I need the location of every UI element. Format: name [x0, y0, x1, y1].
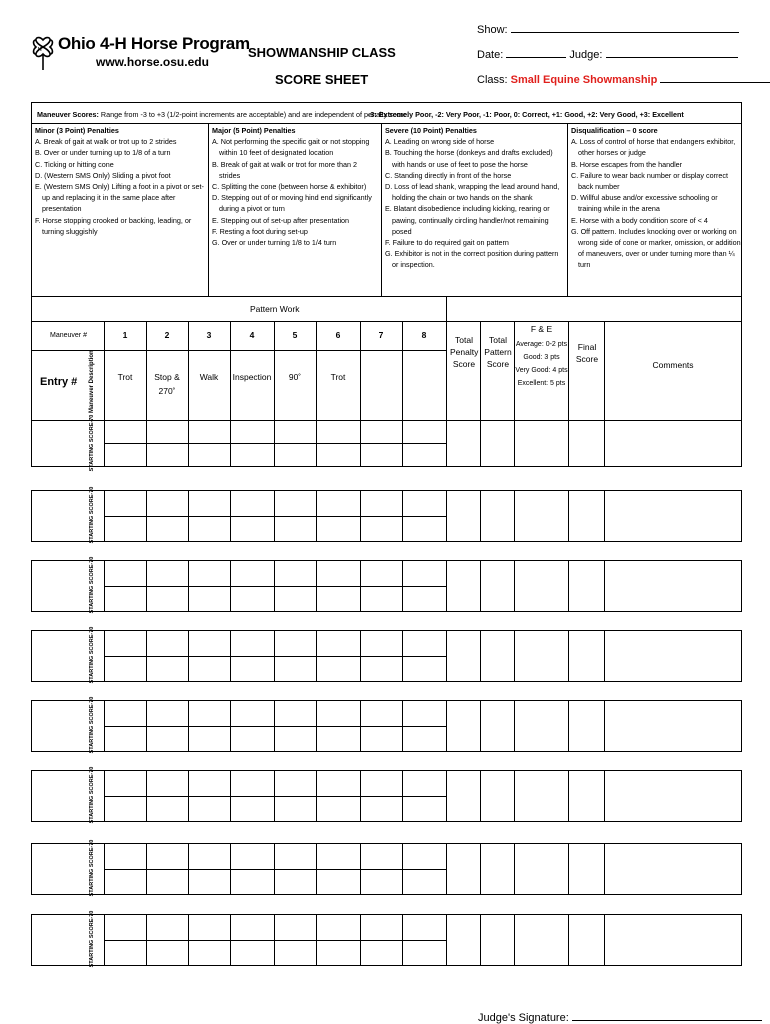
penalty-item: E. Horse with a body condition score of < 4 [571, 215, 708, 225]
score-cell[interactable] [230, 915, 274, 939]
scores-scale: -3: Extremely Poor, -2: Very Poor, -1: Poor, 0: Correct, +1: Good, +2: Very Good, +3: Excellent [368, 110, 684, 119]
score-cell[interactable] [104, 517, 146, 541]
entry-col-divider [446, 770, 447, 822]
score-cell[interactable] [230, 771, 274, 795]
starting-score-label: STARTING SCORE-70 [89, 486, 95, 544]
entry-col-divider [514, 700, 515, 752]
score-cell[interactable] [274, 517, 316, 541]
score-cell[interactable] [360, 701, 402, 725]
penalty-item: G. Over or under turning 1/8 to 1/4 turn [212, 238, 337, 248]
score-cell[interactable] [402, 941, 446, 965]
score-cell[interactable] [104, 771, 146, 795]
maneuver-number: 7 [378, 330, 384, 340]
score-cell[interactable] [230, 517, 274, 541]
penalty-item: B. Break of gait at walk or trot for more than 2 strides [212, 159, 358, 180]
score-cell[interactable] [146, 631, 188, 655]
score-cell[interactable] [146, 517, 188, 541]
starting-score-label: STARTING SCORE-70 [89, 839, 95, 897]
maneuver-number: 5 [292, 330, 298, 340]
penalty-item: F. Horse stopping crooked or backing, leading, or turning sluggishly [35, 215, 192, 236]
score-cell[interactable] [402, 491, 446, 515]
entry-col-divider [480, 490, 481, 542]
score-cell[interactable] [146, 561, 188, 585]
score-cell[interactable] [230, 797, 274, 821]
entry-col-divider [568, 560, 569, 612]
score-cell[interactable] [274, 631, 316, 655]
entry-col-divider [446, 560, 447, 612]
penalty-item: B. Touching the horse (donkeys and drafts excluded) with hands or use of feet to pose the horse [385, 148, 553, 169]
score-cell[interactable] [316, 561, 360, 585]
fe-line: Very Good: 4 pts [515, 367, 568, 374]
penalty-item: C. Splitting the cone (between horse & exhibitor) [212, 182, 367, 192]
score-cell[interactable] [188, 561, 230, 585]
score-cell[interactable] [146, 941, 188, 965]
scores-label: Maneuver Scores: [37, 110, 99, 119]
score-cell[interactable] [360, 517, 402, 541]
score-cell[interactable] [316, 631, 360, 655]
entry-col-divider [446, 914, 447, 966]
scores-text: Range from -3 to +3 (1/2-point increments are acceptable) and are independent of penalty score. [100, 110, 409, 119]
penalty-divider [381, 124, 382, 297]
score-cell[interactable] [230, 657, 274, 681]
score-cell[interactable] [104, 870, 146, 894]
penalty-item: F. Failure to do required gait on pattern [385, 238, 509, 248]
entry-col-divider [604, 770, 605, 822]
score-cell[interactable] [274, 771, 316, 795]
severe-penalties [385, 125, 563, 271]
penalty-item: G. Off pattern. Includes knocking over or working on wrong side of cone or marker, omission, or addition of maneuvers, over or under turning more than ¼ turn [571, 226, 741, 270]
score-cell[interactable] [146, 915, 188, 939]
score-cell[interactable] [188, 657, 230, 681]
penalty-item: A. Break of gait at walk or trot up to 2 strides [35, 137, 177, 147]
class-label: Class: [477, 74, 508, 86]
score-cell[interactable] [146, 727, 188, 751]
score-cell[interactable] [188, 870, 230, 894]
score-cell[interactable] [316, 915, 360, 939]
score-cell[interactable] [360, 941, 402, 965]
entry-col-divider [568, 630, 569, 682]
entry-col-divider [480, 560, 481, 612]
penalty-divider [208, 124, 209, 297]
score-cell[interactable] [402, 915, 446, 939]
score-cell[interactable] [316, 701, 360, 725]
score-cell[interactable] [274, 421, 316, 443]
entry-col-divider [604, 700, 605, 752]
score-cell[interactable] [402, 444, 446, 466]
date-field[interactable] [506, 47, 566, 58]
score-cell[interactable] [104, 657, 146, 681]
signature-label: Judge's Signature: [478, 1012, 569, 1024]
penalty-item: D. Loss of lead shank, wrapping the lead around hand, holding the chain or two hands on the shank [385, 182, 560, 203]
maneuver-number-label: Maneuver # [50, 332, 87, 339]
score-cell[interactable] [402, 657, 446, 681]
penalty-item: D. Stepping out of or moving hind end significantly during a pivot or turn [212, 193, 372, 214]
score-cell[interactable] [402, 701, 446, 725]
entry-col-divider [514, 630, 515, 682]
score-cell[interactable] [230, 421, 274, 443]
penalty-item: E. (Western SMS Only) Lifting a foot in a pivot or set-up and replacing it in the same place after presentation [35, 182, 204, 214]
penalty-item: C. Failure to wear back number or display correct back number [571, 170, 728, 192]
4h-clover-logo [28, 32, 58, 72]
score-cell[interactable] [146, 491, 188, 515]
scores-divider [31, 123, 742, 124]
entry-col-divider [604, 490, 605, 542]
score-cell[interactable] [316, 587, 360, 611]
penalty-item: F. Resting a foot during set-up [212, 226, 308, 236]
entry-col-divider [568, 490, 569, 542]
score-cell[interactable] [274, 491, 316, 515]
score-cell[interactable] [402, 844, 446, 868]
entry-col-divider [480, 843, 481, 895]
entry-col-divider [604, 914, 605, 966]
sheet-title: SCORE SHEET [275, 72, 369, 87]
score-cell[interactable] [274, 844, 316, 868]
major-penalties [212, 125, 380, 248]
score-cell[interactable] [230, 631, 274, 655]
entry-col-divider [446, 700, 447, 752]
maneuver-description: Trot [330, 372, 346, 382]
score-cell[interactable] [230, 701, 274, 725]
pattern-work-title: Pattern Work [250, 304, 300, 314]
score-cell[interactable] [146, 771, 188, 795]
score-cell[interactable] [146, 587, 188, 611]
entry-col-divider [446, 630, 447, 682]
dq-title: Disqualification – 0 score [571, 126, 658, 135]
score-cell[interactable] [360, 587, 402, 611]
column-divider [568, 321, 569, 467]
score-cell[interactable] [316, 771, 360, 795]
severe-title: Severe (10 Point) Penalties [385, 126, 477, 135]
score-cell[interactable] [274, 727, 316, 751]
score-cell[interactable] [104, 701, 146, 725]
maneuver-description: 90˚ [288, 372, 302, 382]
score-cell[interactable] [188, 517, 230, 541]
class-field[interactable] [660, 72, 770, 83]
penalty-item: B. Over or under turning up to 1/8 of a turn [35, 148, 171, 158]
class-value: Small Equine Showmanship [510, 74, 658, 86]
score-cell[interactable] [360, 771, 402, 795]
show-field[interactable] [511, 22, 739, 33]
fe-scale [515, 338, 568, 390]
maneuver-number: 2 [164, 330, 170, 340]
score-cell[interactable] [316, 421, 360, 443]
score-cell[interactable] [146, 701, 188, 725]
score-cell[interactable] [146, 870, 188, 894]
penalty-item: A. Not performing the specific gait or not stopping within 10 feet of designated location [212, 137, 370, 158]
score-cell[interactable] [316, 797, 360, 821]
comments-label: Comments [652, 360, 694, 370]
score-cell[interactable] [402, 587, 446, 611]
score-cell[interactable] [188, 587, 230, 611]
score-cell[interactable] [104, 444, 146, 466]
minor-penalties [35, 125, 205, 237]
penalty-divider [567, 124, 568, 297]
score-cell[interactable] [360, 727, 402, 751]
score-cell[interactable] [360, 797, 402, 821]
score-cell[interactable] [402, 771, 446, 795]
minor-title: Minor (3 Point) Penalties [35, 126, 119, 135]
maneuver-number: 6 [335, 330, 341, 340]
score-cell[interactable] [316, 870, 360, 894]
score-cell[interactable] [230, 870, 274, 894]
maneuver-number: 8 [421, 330, 427, 340]
score-cell[interactable] [188, 491, 230, 515]
score-cell[interactable] [360, 631, 402, 655]
date-label: Date: [477, 49, 504, 61]
score-cell[interactable] [402, 797, 446, 821]
score-cell[interactable] [402, 421, 446, 443]
starting-score-label: STARTING SCORE-70 [89, 556, 95, 614]
score-cell[interactable] [188, 771, 230, 795]
class-line [477, 72, 770, 86]
judge-field[interactable] [606, 47, 738, 58]
penalty-item: C. Standing directly in front of the horse [385, 170, 512, 180]
fe-title: F & E [530, 324, 553, 334]
total-pattern-label: Total Pattern Score [484, 335, 512, 369]
score-cell[interactable] [188, 444, 230, 466]
entry-col-divider [446, 843, 447, 895]
score-cell[interactable] [230, 941, 274, 965]
score-cell[interactable] [104, 587, 146, 611]
starting-score-label: STARTING SCORE-70 [89, 766, 95, 824]
score-cell[interactable] [146, 421, 188, 443]
score-cell[interactable] [104, 421, 146, 443]
penalty-item: E. Stepping out of set-up after presentation [212, 215, 350, 225]
score-cell[interactable] [316, 657, 360, 681]
score-cell[interactable] [188, 797, 230, 821]
penalty-item: B. Horse escapes from the handler [571, 159, 683, 169]
score-cell[interactable] [316, 491, 360, 515]
entry-label: Entry # [40, 376, 78, 388]
score-cell[interactable] [274, 797, 316, 821]
column-divider [604, 321, 605, 467]
column-divider [480, 321, 481, 467]
score-cell[interactable] [146, 444, 188, 466]
final-score-label: Final Score [575, 342, 599, 364]
judge-signature-line [478, 1010, 762, 1024]
entry-col-divider [568, 843, 569, 895]
score-cell[interactable] [274, 587, 316, 611]
score-cell[interactable] [274, 444, 316, 466]
show-label: Show: [477, 24, 508, 36]
entry-col-divider [480, 770, 481, 822]
score-cell[interactable] [316, 844, 360, 868]
penalty-item: A. Loss of control of horse that endangers exhibitor, other horses or judge [571, 137, 736, 158]
score-cell[interactable] [360, 915, 402, 939]
score-cell[interactable] [104, 727, 146, 751]
entry-col-divider [604, 843, 605, 895]
score-cell[interactable] [402, 517, 446, 541]
maneuver-description-label: Maneuver Description [89, 350, 95, 413]
program-title: Ohio 4-H Horse Program [58, 34, 250, 53]
penalty-item: D. Willful abuse and/or excessive schooling or training while in the arena [571, 193, 718, 214]
penalty-item: A. Leading on wrong side of horse [385, 137, 495, 147]
score-cell[interactable] [360, 421, 402, 443]
score-cell[interactable] [316, 444, 360, 466]
entry-col-divider [604, 560, 605, 612]
penalty-item: G. Exhibitor is not in the correct position during pattern or inspection. [385, 249, 559, 270]
score-cell[interactable] [104, 941, 146, 965]
svg-text:H: H [38, 47, 42, 53]
maneuver-description: Walk [199, 372, 219, 382]
score-cell[interactable] [402, 561, 446, 585]
maneuver-number: 4 [249, 330, 255, 340]
entry-col-divider [480, 630, 481, 682]
score-cell[interactable] [274, 870, 316, 894]
pattern-title-divider [31, 321, 446, 322]
entry-col-divider [514, 770, 515, 822]
score-cell[interactable] [146, 657, 188, 681]
entry-col-divider [514, 914, 515, 966]
score-cell[interactable] [188, 915, 230, 939]
score-cell[interactable] [274, 941, 316, 965]
entry-col-divider [568, 770, 569, 822]
maneuver-number: 1 [122, 330, 128, 340]
fe-line: Average: 0-2 pts [515, 341, 568, 348]
major-title: Major (5 Point) Penalties [212, 126, 296, 135]
maneuver-description: Inspection [232, 372, 272, 382]
entry-col-divider [514, 490, 515, 542]
score-cell[interactable] [274, 701, 316, 725]
program-url: www.horse.osu.edu [96, 55, 209, 69]
score-cell[interactable] [402, 727, 446, 751]
entry-col-divider [514, 843, 515, 895]
fe-line: Good: 3 pts [523, 354, 560, 361]
score-cell[interactable] [274, 657, 316, 681]
score-cell[interactable] [316, 517, 360, 541]
score-cell[interactable] [274, 915, 316, 939]
entry-col-divider [480, 700, 481, 752]
show-line [477, 22, 739, 36]
score-cell[interactable] [360, 870, 402, 894]
score-cell[interactable] [104, 561, 146, 585]
score-cell[interactable] [230, 561, 274, 585]
column-divider [446, 297, 447, 467]
score-cell[interactable] [230, 444, 274, 466]
score-cell[interactable] [104, 797, 146, 821]
score-cell[interactable] [188, 421, 230, 443]
fe-line: Excellent: 5 pts [517, 380, 566, 387]
maneuver-number: 3 [206, 330, 212, 340]
score-cell[interactable] [230, 587, 274, 611]
penalty-item: C. Ticking or hitting cone [35, 159, 114, 169]
title-divider [446, 321, 742, 322]
score-cell[interactable] [188, 701, 230, 725]
maneuver-scores-line [37, 110, 409, 119]
score-cell[interactable] [230, 727, 274, 751]
score-cell[interactable] [104, 915, 146, 939]
dq-penalties [571, 125, 741, 271]
score-cell[interactable] [360, 657, 402, 681]
entry-col-divider [514, 560, 515, 612]
starting-score-label: STARTING SCORE-70 [89, 414, 95, 472]
entry-col-divider [604, 630, 605, 682]
starting-score-label: STARTING SCORE-70 [89, 910, 95, 968]
score-cell[interactable] [402, 870, 446, 894]
score-cell[interactable] [104, 631, 146, 655]
score-cell[interactable] [104, 491, 146, 515]
signature-field[interactable] [572, 1010, 762, 1021]
starting-score-label: STARTING SCORE-70 [89, 626, 95, 684]
score-cell[interactable] [230, 491, 274, 515]
score-cell[interactable] [274, 561, 316, 585]
maneuver-description: Trot [117, 372, 133, 382]
total-penalty-label: Total Penalty Score [450, 335, 479, 369]
score-cell[interactable] [360, 561, 402, 585]
score-cell[interactable] [316, 727, 360, 751]
score-cell[interactable] [146, 797, 188, 821]
score-cell[interactable] [104, 844, 146, 868]
entry-col-divider [480, 914, 481, 966]
penalty-item: D. (Western SMS Only) Sliding a pivot foot [35, 170, 171, 180]
entry-col-divider [568, 914, 569, 966]
score-cell[interactable] [316, 941, 360, 965]
date-judge-line [477, 47, 738, 61]
score-cell[interactable] [188, 727, 230, 751]
score-cell[interactable] [188, 631, 230, 655]
score-cell[interactable] [360, 444, 402, 466]
score-cell[interactable] [146, 844, 188, 868]
maneuver-description: Stop & 270˚ [154, 372, 180, 396]
entry-col-divider [446, 490, 447, 542]
starting-score-label: STARTING SCORE-70 [89, 696, 95, 754]
penalty-item: E. Blatant disobedience including kicking, rearing or pawing, continually circling handler/not remaining posed [385, 204, 550, 236]
score-cell[interactable] [360, 491, 402, 515]
score-cell[interactable] [188, 941, 230, 965]
score-cell[interactable] [188, 844, 230, 868]
score-cell[interactable] [360, 844, 402, 868]
score-cell[interactable] [230, 844, 274, 868]
class-title: SHOWMANSHIP CLASS [248, 45, 396, 60]
score-cell[interactable] [402, 631, 446, 655]
judge-label: Judge: [569, 49, 603, 61]
entry-col-divider [568, 700, 569, 752]
